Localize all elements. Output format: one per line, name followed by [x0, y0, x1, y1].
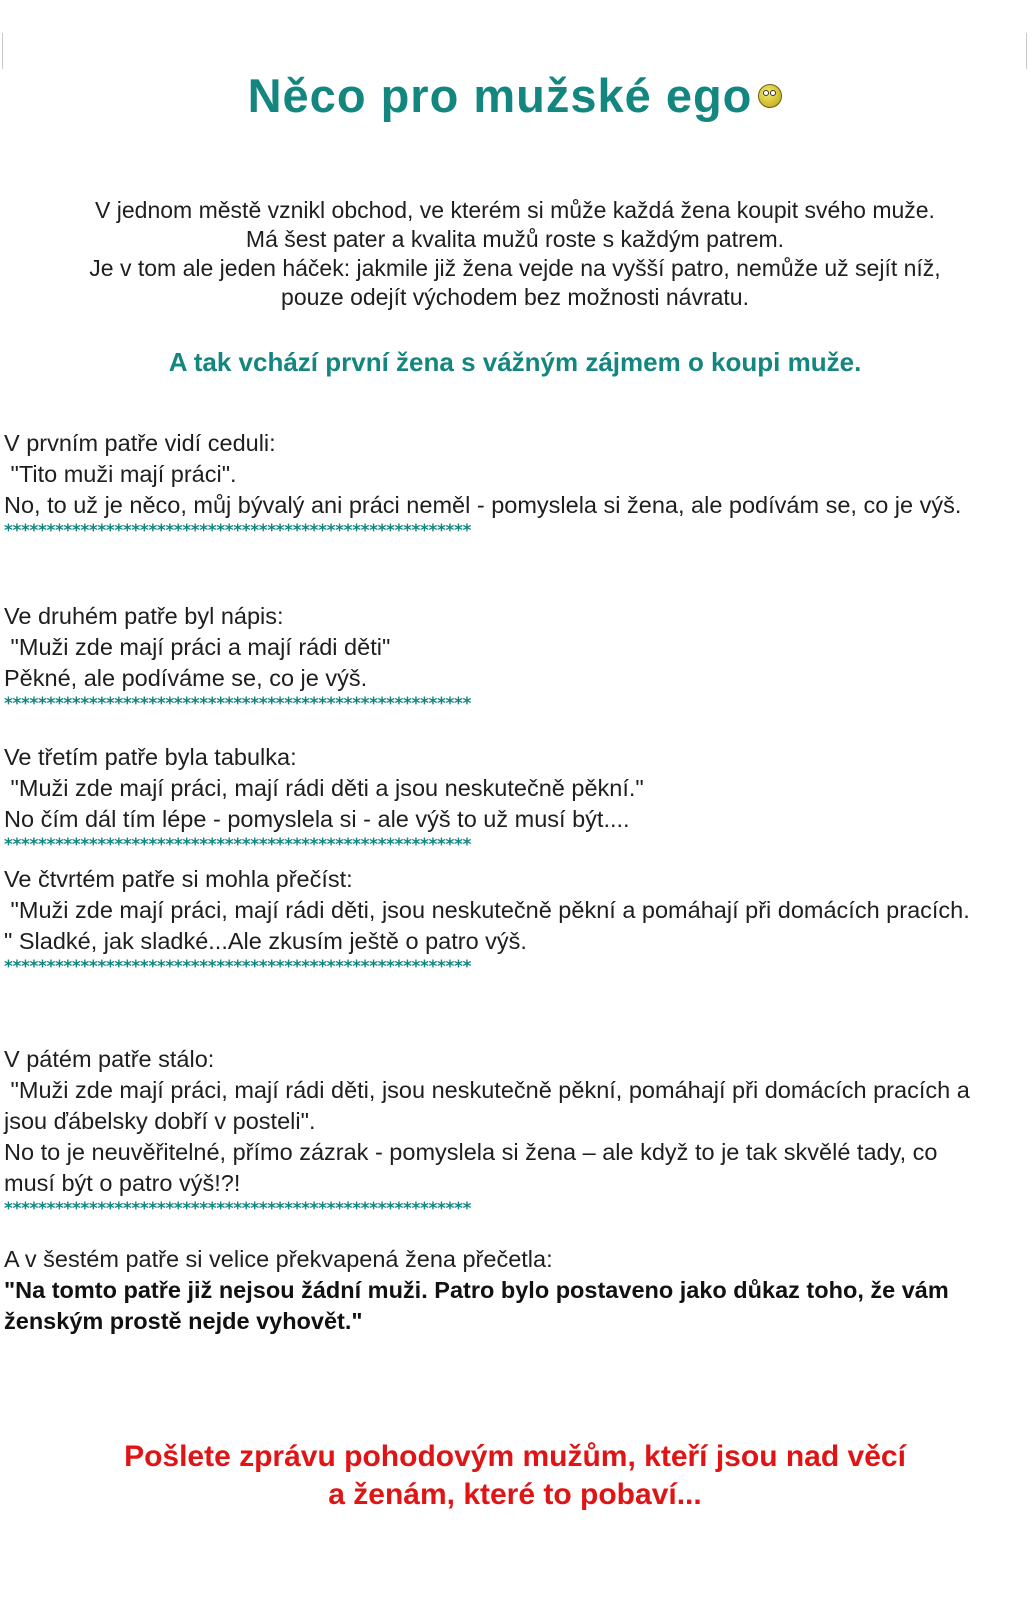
floor-heading: V prvním patře vidí ceduli:: [4, 430, 276, 456]
right-edge-mark: [1026, 33, 1027, 69]
page-title: [0, 68, 1030, 123]
floor-comment: " Sladké, jak sladké...Ale zkusím ještě o patro výš.: [4, 928, 527, 954]
floor-heading: Ve třetím patře byla tabulka:: [4, 744, 297, 770]
floor-heading: A v šestém patře si velice překvapená žena přečetla:: [4, 1246, 553, 1272]
title-text: Něco pro mužské ego: [247, 69, 753, 122]
floor-heading: Ve čtvrtém patře si mohla přečíst:: [4, 866, 353, 892]
floor-heading: Ve druhém patře byl nápis:: [4, 603, 284, 629]
intro-paragraph: [0, 196, 1030, 312]
intro-line: pouze odejít východem bez možnosti návratu.: [281, 284, 749, 310]
separator-stars: *******************************************************: [4, 835, 471, 855]
closing-message: [0, 1438, 1030, 1514]
closing-line: a ženám, které to pobaví...: [328, 1478, 702, 1511]
floor-3-section: [4, 742, 1024, 855]
separator-stars: *******************************************************: [4, 521, 471, 541]
floor-comment: No to je neuvěřitelné, přímo zázrak - pomyslela si žena – ale když to je tak skvělé tady, co musí být o patro výš!?!: [4, 1139, 938, 1196]
floor-sign: "Muži zde mají práci a mají rádi děti": [4, 634, 391, 660]
left-edge-mark: [2, 33, 3, 69]
floor-sign: "Muži zde mají práci, mají rádi děti, jsou neskutečně pěkní a pomáhají při domácích pracích.: [4, 897, 970, 923]
floor-comment: Pěkné, ale podíváme se, co je výš.: [4, 665, 368, 691]
floor-comment: No čím dál tím lépe - pomyslela si - ale výš to už musí být....: [4, 806, 630, 832]
separator-stars: *******************************************************: [4, 1199, 471, 1219]
separator-stars: *******************************************************: [4, 694, 471, 714]
floor-final-sign: "Na tomto patře již nejsou žádní muži. Patro bylo postaveno jako důkaz toho, že vám ženským prostě nejde vyhovět.": [4, 1277, 949, 1334]
subtitle: A tak vchází první žena s vážným zájmem o koupi muže.: [168, 347, 862, 377]
intro-line: Má šest pater a kvalita mužů roste s každým patrem.: [245, 226, 785, 252]
floor-heading: V pátém patře stálo:: [4, 1046, 215, 1072]
floor-2-section: [4, 601, 1024, 714]
floor-sign: "Tito muži mají práci".: [4, 461, 237, 487]
floor-5-section: [4, 1044, 1024, 1219]
separator-stars: *******************************************************: [4, 957, 471, 977]
closing-line: Pošlete zprávu pohodovým mužům, kteří jsou nad věcí: [124, 1440, 906, 1473]
floor-comment: No, to už je něco, můj bývalý ani práci neměl - pomyslela si žena, ale podívám se, co je výš.: [4, 492, 962, 518]
floor-6-section: [4, 1244, 1024, 1337]
floor-1-section: [4, 428, 1024, 541]
intro-line: Je v tom ale jeden háček: jakmile již žena vejde na vyšší patro, nemůže už sejít níž,: [89, 255, 941, 281]
intro-line: V jednom městě vznikl obchod, ve kterém si může každá žena koupit svého muže.: [95, 197, 935, 223]
floor-4-section: [4, 864, 1024, 977]
floor-sign: "Muži zde mají práci, mají rádi děti, jsou neskutečně pěkní, pomáhají při domácích pracích a jsou ďábelsky dobří v posteli".: [4, 1077, 977, 1134]
smiley-face-icon: [758, 84, 782, 108]
floor-sign: "Muži zde mají práci, mají rádi děti a jsou neskutečně pěkní.": [4, 775, 644, 801]
